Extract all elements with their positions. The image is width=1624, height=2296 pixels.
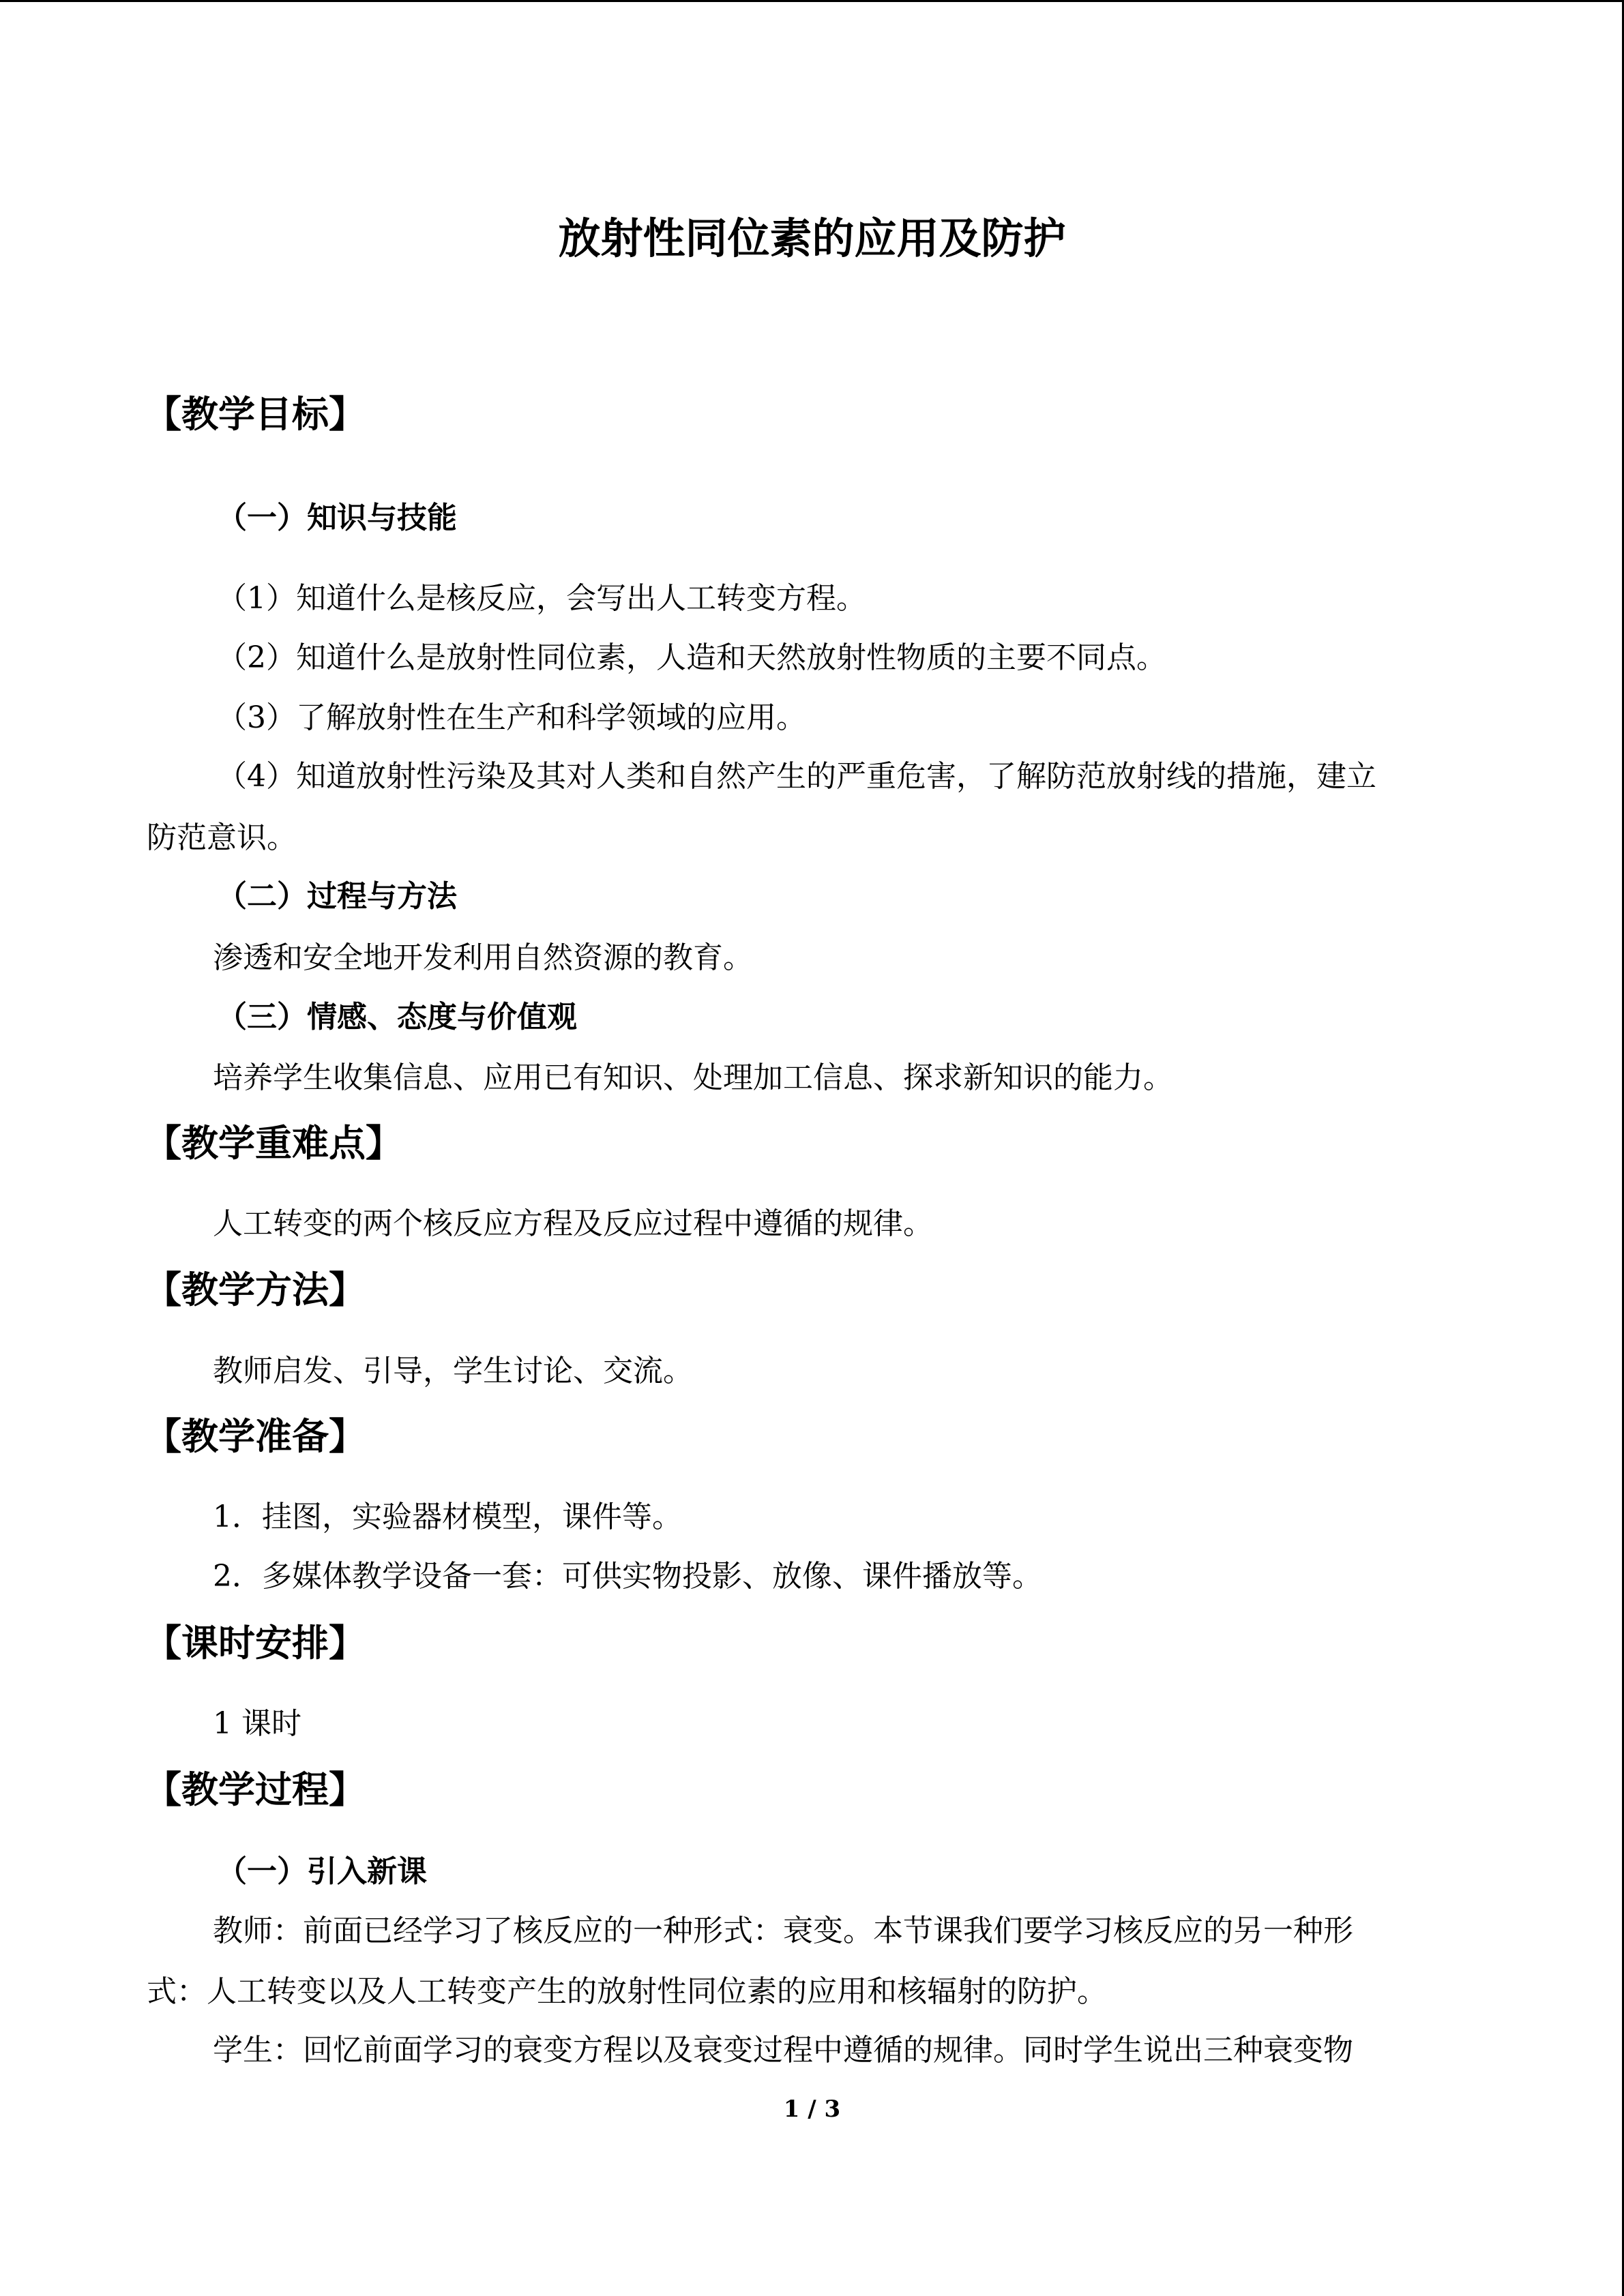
page-number: 1 / 3 <box>783 2096 841 2123</box>
heading-methods: 【教学方法】 <box>145 1268 366 1311</box>
subheading-knowledge: （一）知识与技能 <box>217 501 457 535</box>
subheading-values: （三）情感、态度与价值观 <box>217 1000 577 1034</box>
objective-item-4-continued: 防范意识。 <box>147 820 297 855</box>
page-border-top <box>0 0 1624 2</box>
document-title: 放射性同位素的应用及防护 <box>558 213 1066 263</box>
preparation-item-1: 1．挂图，实验器材模型，课件等。 <box>213 1500 682 1534</box>
objective-item-3: （3）了解放射性在生产和科学领域的应用。 <box>217 700 806 735</box>
preparation-item-2: 2．多媒体教学设备一套：可供实物投影、放像、课件播放等。 <box>213 1559 1042 1594</box>
heading-schedule: 【课时安排】 <box>145 1622 366 1665</box>
objective-item-4: （4）知道放射性污染及其对人类和自然产生的严重危害，了解防范放射线的措施，建立 <box>217 759 1376 794</box>
intro-line-3: 学生：回忆前面学习的衰变方程以及衰变过程中遵循的规律。同时学生说出三种衰变物 <box>213 2033 1353 2068</box>
heading-process: 【教学过程】 <box>145 1768 366 1811</box>
objective-item-2: （2）知道什么是放射性同位素，人造和天然放射性物质的主要不同点。 <box>217 640 1166 675</box>
schedule-text: 1 课时 <box>213 1706 301 1741</box>
methods-text: 教师启发、引导，学生讨论、交流。 <box>213 1354 693 1388</box>
process-text: 渗透和安全地开发利用自然资源的教育。 <box>213 940 753 975</box>
objective-item-1: （1）知道什么是核反应，会写出人工转变方程。 <box>217 581 866 616</box>
subheading-process: （二）过程与方法 <box>217 879 457 914</box>
intro-line-1: 教师：前面已经学习了核反应的一种形式：衰变。本节课我们要学习核反应的另一种形 <box>213 1913 1353 1948</box>
subheading-intro: （一）引入新课 <box>217 1854 427 1889</box>
heading-preparation: 【教学准备】 <box>145 1415 366 1458</box>
heading-objectives: 【教学目标】 <box>145 393 366 436</box>
intro-line-2: 式：人工转变以及人工转变产生的放射性同位素的应用和核辐射的防护。 <box>147 1974 1107 2009</box>
key-points-text: 人工转变的两个核反应方程及反应过程中遵循的规律。 <box>213 1206 933 1241</box>
heading-key-points: 【教学重难点】 <box>145 1122 402 1165</box>
values-text: 培养学生收集信息、应用已有知识、处理加工信息、探求新知识的能力。 <box>213 1060 1173 1095</box>
